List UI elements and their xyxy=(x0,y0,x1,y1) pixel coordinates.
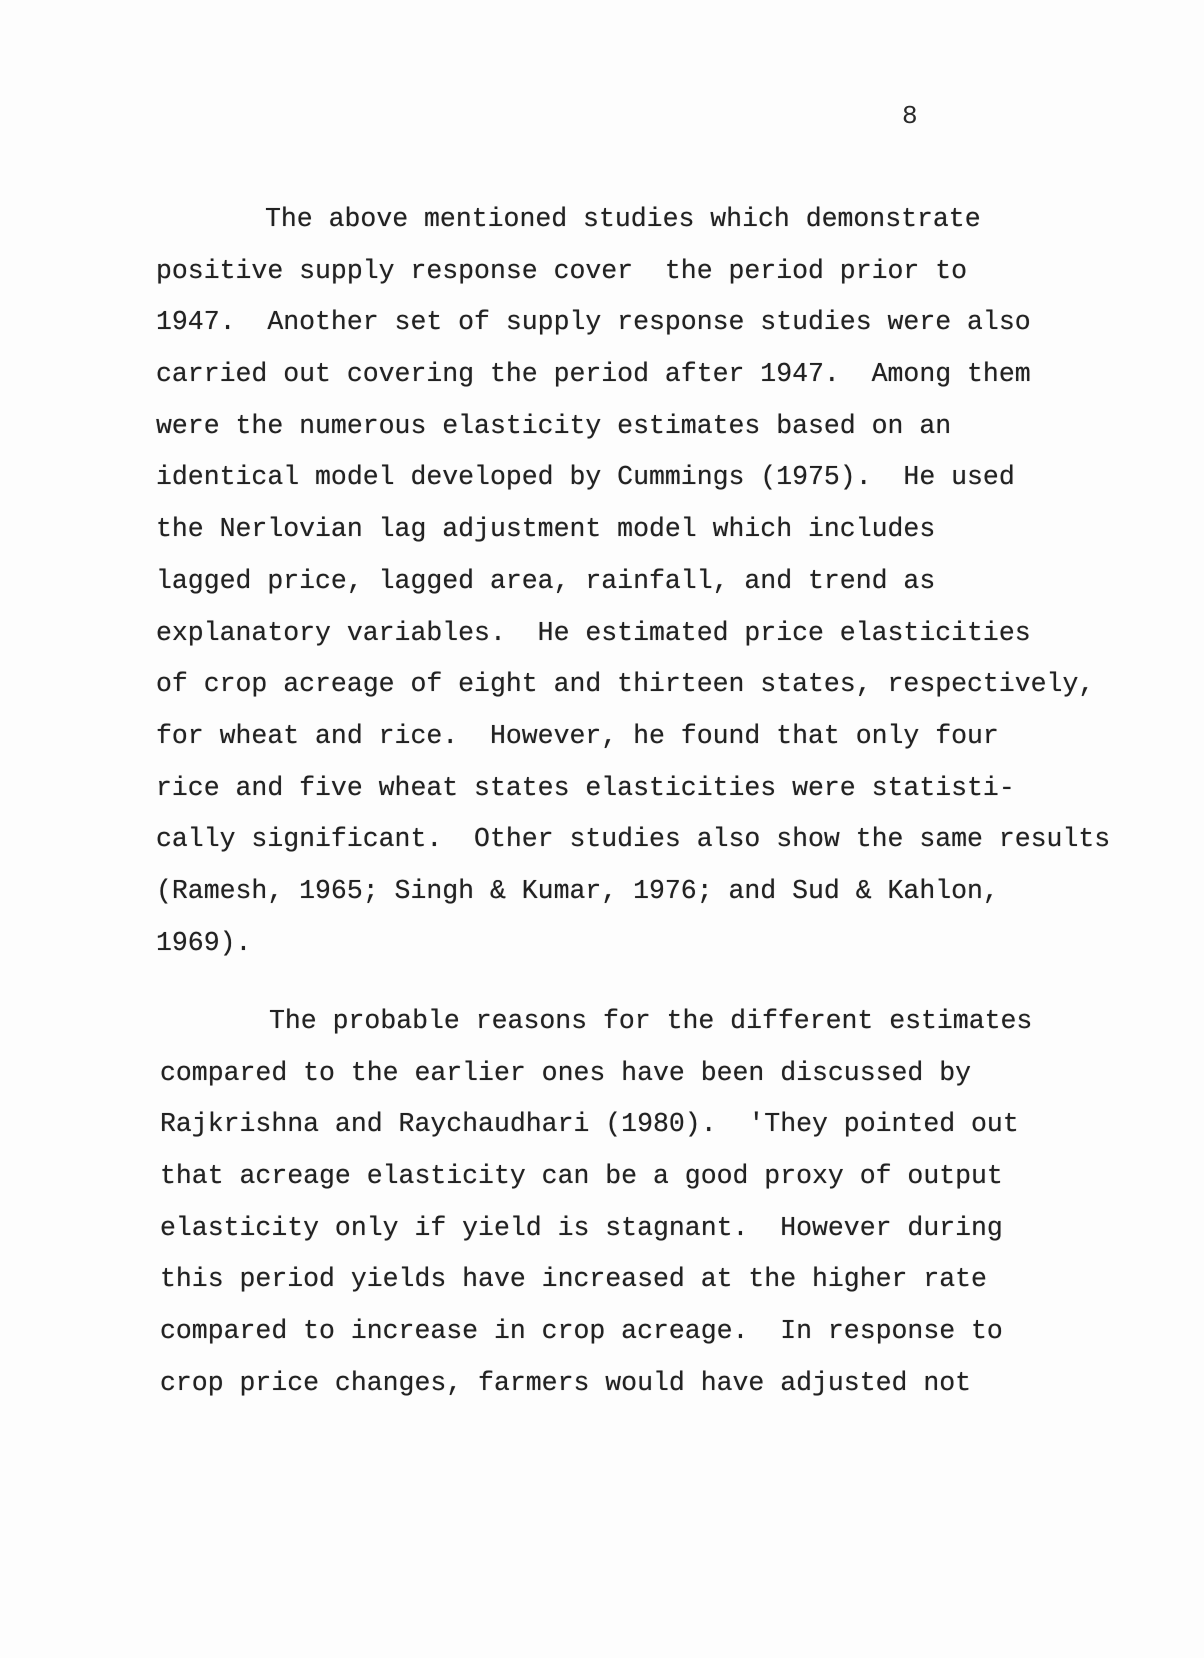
text-line: cally significant. Other studies also show the same results xyxy=(156,824,1111,855)
text-line: lagged price, lagged area, rainfall, and trend as xyxy=(156,565,936,596)
text-line: elasticity only if yield is stagnant. However during xyxy=(160,1212,1003,1243)
paragraph-2 xyxy=(160,996,1180,1410)
paragraph-1 xyxy=(156,194,1176,969)
text-line: compared to increase in crop acreage. In response to xyxy=(160,1316,1003,1347)
text-line: 1969). xyxy=(156,927,252,958)
text-line: compared to the earlier ones have been discussed by xyxy=(160,1057,972,1088)
text-line: (Ramesh, 1965; Singh & Kumar, 1976; and Sud & Kahlon, xyxy=(156,875,999,906)
text-line: explanatory variables. He estimated price elasticities xyxy=(156,617,1031,648)
text-line: that acreage elasticity can be a good proxy of output xyxy=(160,1161,1003,1192)
text-line: crop price changes, farmers would have adjusted not xyxy=(160,1367,972,1398)
text-line: 1947. Another set of supply response studies were also xyxy=(156,307,1031,338)
text-line: carried out covering the period after 1947. Among them xyxy=(156,359,1031,390)
text-line: The above mentioned studies which demonstrate xyxy=(265,204,981,234)
text-line: for wheat and rice. However, he found that only four xyxy=(156,720,999,751)
page-number: 8 xyxy=(902,101,918,131)
text-line: Rajkrishna and Raychaudhari (1980). 'They pointed out xyxy=(160,1109,1019,1140)
text-line: were the numerous elasticity estimates based on an xyxy=(156,410,952,441)
text-line: this period yields have increased at the higher rate xyxy=(160,1264,987,1295)
text-line: The probable reasons for the different estimates xyxy=(269,1006,1033,1036)
text-line: identical model developed by Cummings (1975). He used xyxy=(156,462,1015,493)
text-line: the Nerlovian lag adjustment model which includes xyxy=(156,514,936,545)
text-line: positive supply response cover the period prior to xyxy=(156,255,968,286)
text-line: of crop acreage of eight and thirteen states, respectively, xyxy=(156,669,1095,700)
text-line: rice and five wheat states elasticities were statisti- xyxy=(156,772,1015,803)
